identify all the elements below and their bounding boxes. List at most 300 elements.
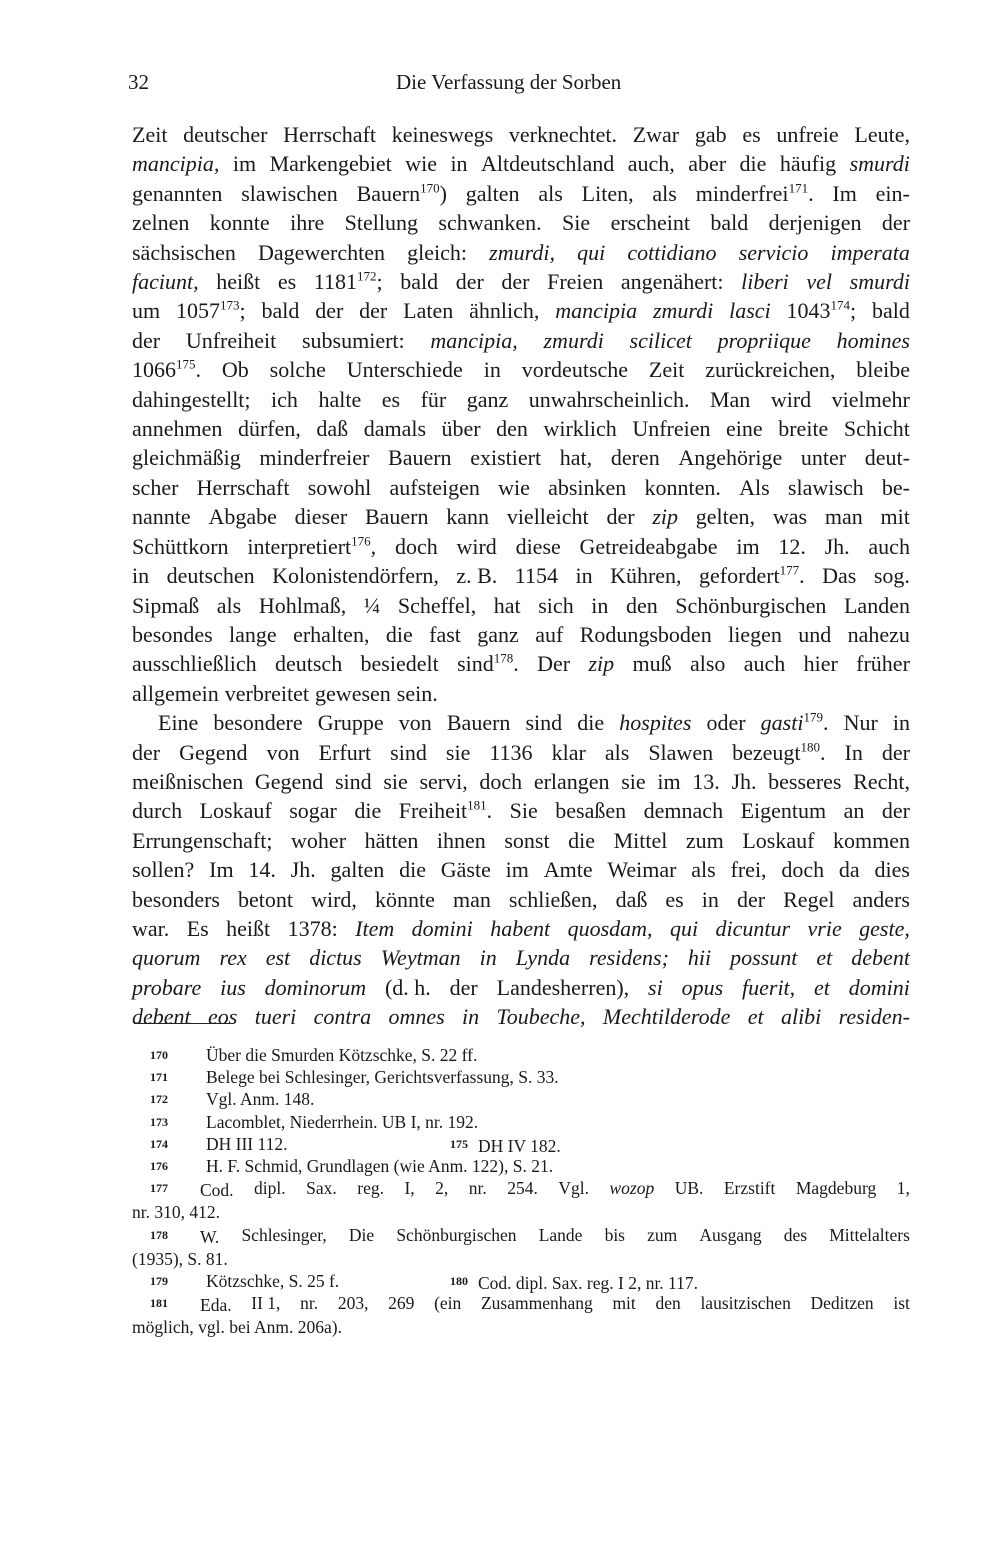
word-text: sie — [383, 768, 408, 794]
text-line — [132, 943, 910, 972]
word-text: zum — [685, 827, 724, 853]
word-text: sog. — [873, 563, 910, 589]
word-text: Gäste — [440, 857, 491, 883]
word-text: Dagewerchten — [257, 239, 386, 265]
word — [388, 1292, 414, 1316]
word-text: unter — [800, 445, 847, 471]
word-text: tueri — [254, 1004, 297, 1030]
word — [783, 885, 834, 914]
word-text: vielleicht — [506, 504, 589, 530]
word — [822, 561, 856, 590]
word-text: residen- — [838, 1004, 910, 1030]
word-text: Zusammenhang — [480, 1293, 593, 1314]
word — [897, 1177, 910, 1201]
footnote-number: 175 — [450, 1136, 468, 1151]
word-text: in — [892, 710, 910, 736]
text-line — [132, 1002, 910, 1031]
word — [197, 473, 290, 502]
word-text: nr. — [300, 1293, 319, 1314]
word-text: Vgl. — [558, 1178, 589, 1199]
word-text: in — [591, 592, 609, 618]
word — [219, 943, 246, 972]
word — [226, 914, 270, 943]
footnote-number: 177 — [150, 1181, 168, 1196]
word — [808, 914, 842, 943]
word-text: Über die Smurden Kötzschke, S. 22 ff. — [206, 1045, 478, 1065]
word-text: smurdi — [849, 269, 910, 295]
footnote-line — [132, 1155, 910, 1177]
word — [628, 149, 675, 178]
word — [675, 591, 826, 620]
word — [844, 591, 910, 620]
word — [206, 1133, 287, 1155]
word — [547, 267, 603, 296]
word — [716, 914, 791, 943]
word-text: sind — [390, 739, 427, 765]
word — [179, 738, 247, 767]
word — [832, 179, 856, 208]
word-text: absinken — [548, 474, 627, 500]
word-text: konnten. — [644, 474, 721, 500]
word — [874, 855, 909, 884]
word-text: Unfreiheit — [185, 327, 277, 353]
word — [176, 296, 246, 325]
word-text: Eda. — [200, 1295, 232, 1316]
word — [710, 385, 750, 414]
word — [552, 738, 586, 767]
word — [700, 1292, 790, 1316]
word-text: die — [577, 710, 605, 736]
word-text: deutscher — [183, 122, 268, 147]
word-text: Unterschiede — [346, 357, 463, 383]
word — [397, 679, 438, 708]
word — [206, 1044, 477, 1066]
word — [829, 1224, 910, 1248]
word — [614, 826, 668, 855]
word-text: Das — [822, 563, 857, 589]
word-text: gasti — [760, 710, 804, 736]
word-text: deren — [610, 445, 660, 471]
word-text: mancipia — [555, 298, 638, 324]
word-text: qui — [669, 915, 699, 941]
word — [132, 238, 236, 267]
word-text: Erzstift — [723, 1178, 776, 1199]
punctuation: . — [513, 651, 519, 677]
word — [359, 296, 387, 325]
word-text: 1057 — [175, 298, 220, 324]
word-text: fuerit, — [742, 974, 796, 1000]
word-text: aufsteigen — [389, 474, 480, 500]
footnote-lead — [150, 1177, 234, 1201]
word-text: nr. — [468, 1178, 487, 1199]
word — [784, 1224, 807, 1248]
word-text: Stellung — [344, 210, 419, 236]
word — [213, 708, 302, 737]
word-text: Eigentum — [740, 798, 827, 824]
word-text: der — [881, 739, 910, 765]
word — [132, 473, 178, 502]
word — [648, 973, 663, 1002]
word-text: geste, — [859, 915, 910, 941]
word — [606, 502, 634, 531]
word-text: hospites — [619, 710, 692, 736]
word — [388, 443, 452, 472]
word-text: unwahrscheinlich. — [528, 386, 690, 412]
word — [187, 914, 209, 943]
word — [534, 767, 610, 796]
word — [558, 1177, 589, 1201]
word-text: I, — [404, 1178, 415, 1199]
word-text: ganz — [466, 386, 509, 412]
footnote-number: 173 — [150, 1114, 168, 1129]
word-text: oder — [706, 710, 746, 736]
word — [850, 267, 910, 296]
word — [744, 649, 786, 678]
word — [306, 1177, 337, 1201]
word-text: galten — [465, 180, 520, 206]
footnote-reference: 172 — [356, 268, 377, 284]
word-text: imperata — [830, 239, 910, 265]
text-line — [132, 796, 910, 825]
word — [555, 296, 637, 325]
word — [206, 1066, 559, 1088]
word — [241, 179, 338, 208]
punctuation: . — [820, 739, 826, 765]
word — [398, 591, 476, 620]
word-text: bald — [872, 298, 910, 324]
word-text: probare — [132, 974, 202, 1000]
punctuation: . — [195, 357, 201, 383]
word — [893, 1292, 910, 1316]
word — [383, 767, 407, 796]
word-text: domini — [411, 915, 473, 941]
word-text: erlangen — [533, 768, 610, 794]
word — [605, 1224, 625, 1248]
word-text: Ausgang — [699, 1224, 762, 1245]
word-text: Mechtilderode — [602, 1004, 731, 1030]
word — [778, 414, 828, 443]
word — [568, 914, 653, 943]
word-text: häufig — [779, 151, 837, 177]
footnote-lead — [150, 1292, 232, 1316]
word-text: Bauern — [356, 180, 421, 206]
word-text: Gegend — [254, 768, 324, 794]
word-text: Der — [537, 651, 571, 677]
word — [726, 414, 763, 443]
word-text: Schicht — [843, 416, 910, 442]
word — [630, 326, 692, 355]
word-text: liberi — [741, 269, 789, 295]
word — [647, 1224, 677, 1248]
word-text: annehmen — [132, 416, 223, 442]
word — [441, 855, 491, 884]
word — [816, 943, 832, 972]
word-text: der — [736, 886, 766, 912]
word — [132, 1248, 228, 1270]
word — [132, 649, 257, 678]
text-line — [132, 385, 910, 414]
word — [206, 1088, 314, 1110]
word-text: Freien — [547, 269, 604, 295]
word-text: Scheffel, — [397, 592, 477, 618]
punctuation: ) — [439, 180, 447, 206]
word — [399, 708, 432, 737]
word-text: in — [479, 945, 497, 971]
text-line — [132, 885, 910, 914]
word-text: dicuntur — [715, 915, 791, 941]
word-text: dürfen, — [237, 416, 301, 442]
word — [851, 943, 910, 972]
word — [833, 826, 910, 855]
word-text: sonst — [504, 827, 550, 853]
word-text: sein. — [396, 680, 438, 706]
word — [575, 561, 592, 590]
word — [769, 208, 862, 237]
word-text: 1, — [896, 1178, 910, 1199]
word-text: debent — [132, 1004, 191, 1030]
page-number: 32 — [128, 70, 149, 94]
word — [435, 1177, 448, 1201]
word-text: gab — [694, 122, 727, 147]
word-text: sächsischen — [132, 239, 236, 265]
word-text: über — [441, 416, 481, 442]
word-text: liegen — [728, 621, 782, 647]
word — [385, 973, 431, 1002]
footnote-number: 171 — [150, 1070, 168, 1085]
word — [497, 973, 630, 1002]
word — [839, 1002, 910, 1031]
word — [469, 296, 539, 325]
word-text: war. — [132, 915, 170, 941]
word — [241, 1224, 326, 1248]
word-text: 203, — [337, 1293, 369, 1314]
word — [688, 149, 726, 178]
word-text: dies — [874, 857, 910, 883]
word-text: ¼ — [363, 592, 381, 618]
word-text: Schönburgischen — [675, 592, 827, 618]
word-text: die — [739, 151, 767, 177]
footnote-second-column — [450, 1270, 698, 1294]
word-text: man — [452, 886, 491, 912]
word — [132, 855, 194, 884]
word-text: auf — [535, 621, 564, 647]
word-text: sollen? — [132, 857, 195, 883]
word-text: dahingestellt; — [132, 386, 251, 412]
word-text: Mittel — [613, 827, 668, 853]
word-text: verknechtet. — [508, 122, 617, 147]
word-text: der — [449, 974, 478, 1000]
word — [844, 796, 865, 825]
footnote-reference: 178 — [493, 650, 514, 666]
word-text: Herrschaft — [283, 122, 377, 147]
word — [233, 149, 256, 178]
word-text: Jh. — [731, 768, 757, 794]
word — [217, 591, 241, 620]
word-text: Eine — [158, 710, 199, 736]
footnote-reference: 177 — [779, 562, 800, 578]
word — [507, 502, 589, 531]
word — [469, 1177, 487, 1201]
text-line — [132, 149, 910, 178]
word-text: Hohlmaß, — [258, 592, 347, 618]
word-text: ich — [271, 386, 298, 412]
text-line — [132, 708, 910, 737]
word — [699, 561, 805, 590]
word — [736, 532, 759, 561]
word — [470, 443, 541, 472]
text-line — [132, 532, 910, 561]
word-text: halte — [318, 386, 362, 412]
word — [544, 855, 593, 884]
word — [419, 767, 467, 796]
word-text: Laten — [403, 298, 454, 324]
word — [267, 738, 300, 767]
word-text: als — [538, 180, 563, 206]
word — [882, 473, 910, 502]
word-text: zum — [647, 1224, 678, 1245]
word — [254, 1177, 286, 1201]
word-text: alibi — [780, 1004, 822, 1030]
word-text: heißt — [216, 269, 261, 295]
word — [206, 1111, 478, 1133]
word-text: Loskauf — [199, 798, 272, 824]
word-text: fast — [429, 621, 461, 647]
word-text: sind — [457, 651, 494, 677]
word — [699, 1224, 761, 1248]
word — [255, 767, 323, 796]
word — [375, 885, 435, 914]
word — [741, 796, 827, 825]
word-text: Cod. — [200, 1180, 234, 1201]
word-text: klar — [551, 739, 586, 765]
word — [484, 355, 501, 384]
word-text: debent — [851, 945, 910, 971]
footnote-line — [132, 1248, 910, 1270]
word — [404, 1177, 414, 1201]
text-line — [132, 120, 910, 149]
word — [132, 591, 199, 620]
word — [167, 561, 255, 590]
word — [456, 561, 497, 590]
word — [208, 502, 276, 531]
word-text: bald — [261, 298, 300, 324]
word-text: es — [742, 122, 761, 147]
word-text: Als — [739, 474, 770, 500]
word-text: Markengebiet — [269, 151, 392, 177]
word-text: der — [359, 298, 388, 324]
word — [357, 179, 447, 208]
word-text: Toubeche, — [496, 1004, 586, 1030]
word-text: quorum — [132, 945, 201, 971]
word-text: 1066 — [132, 357, 176, 383]
word-text: Kötzschke, S. 25 f. — [206, 1271, 340, 1292]
word-text: Zwar — [632, 122, 680, 147]
word-text: auch — [743, 651, 786, 677]
word — [132, 296, 160, 325]
word-text: servicio — [738, 239, 809, 265]
text-line — [132, 826, 910, 855]
word — [400, 267, 438, 296]
word — [696, 502, 755, 531]
punctuation: . — [486, 798, 493, 824]
footnote-line — [132, 1201, 910, 1223]
word-text: minderfrei — [695, 180, 789, 206]
word — [291, 855, 316, 884]
word — [702, 885, 719, 914]
word-text: lange — [229, 621, 277, 647]
word-text: bald — [710, 210, 749, 236]
word-text: durch — [132, 798, 183, 824]
word — [200, 1227, 219, 1247]
word-text: ganz — [477, 621, 519, 647]
word-text: Deditzen — [810, 1293, 874, 1314]
word-text: Mittelalters — [829, 1224, 910, 1245]
word-text: Sax. — [306, 1178, 337, 1199]
word — [309, 943, 362, 972]
word-text: Gegend — [179, 739, 248, 765]
word — [848, 620, 910, 649]
word — [706, 708, 745, 737]
word — [893, 708, 910, 737]
word-text: 1181 — [313, 269, 357, 295]
word — [259, 591, 346, 620]
word-text: Abgabe — [208, 504, 277, 530]
word — [853, 885, 910, 914]
word — [132, 767, 243, 796]
word — [132, 826, 273, 855]
word-text: Im — [209, 857, 234, 883]
word-text: nahezu — [847, 621, 910, 647]
word-text: schwanken. — [438, 210, 542, 236]
word-text: 1043 — [786, 298, 831, 324]
text-line — [132, 355, 910, 384]
word — [739, 238, 809, 267]
word — [621, 767, 645, 796]
word-text: Sie — [562, 210, 591, 236]
word-text: bis — [604, 1224, 625, 1245]
word — [633, 120, 679, 149]
word-text: zmurdi, — [489, 239, 555, 265]
word — [729, 296, 771, 325]
footnote-lead — [150, 1224, 219, 1248]
word-text: galten — [330, 857, 385, 883]
word — [481, 1292, 593, 1316]
word-text: sind — [525, 710, 563, 736]
word — [839, 855, 860, 884]
word — [644, 796, 723, 825]
footnote-rule — [134, 1023, 230, 1024]
word-text: der — [132, 739, 161, 765]
word-text: ihre — [290, 210, 325, 236]
word-text: sogar — [289, 798, 337, 824]
word-text: reg. — [357, 1178, 384, 1199]
word-text: propriique — [717, 327, 811, 353]
text-line — [132, 296, 910, 325]
word-text: meißnischen — [132, 768, 244, 794]
word — [481, 149, 614, 178]
word-text: Freiheit — [398, 798, 468, 824]
word — [132, 120, 167, 149]
word — [688, 943, 711, 972]
word-text: Schüttkorn — [132, 533, 229, 559]
word — [690, 649, 725, 678]
word-text: hii — [687, 945, 712, 971]
word — [788, 473, 864, 502]
word-text: Rodungsboden — [579, 621, 712, 647]
word-text: Unfreien — [632, 416, 711, 442]
word-text: gewesen — [315, 680, 391, 706]
word — [220, 973, 246, 1002]
